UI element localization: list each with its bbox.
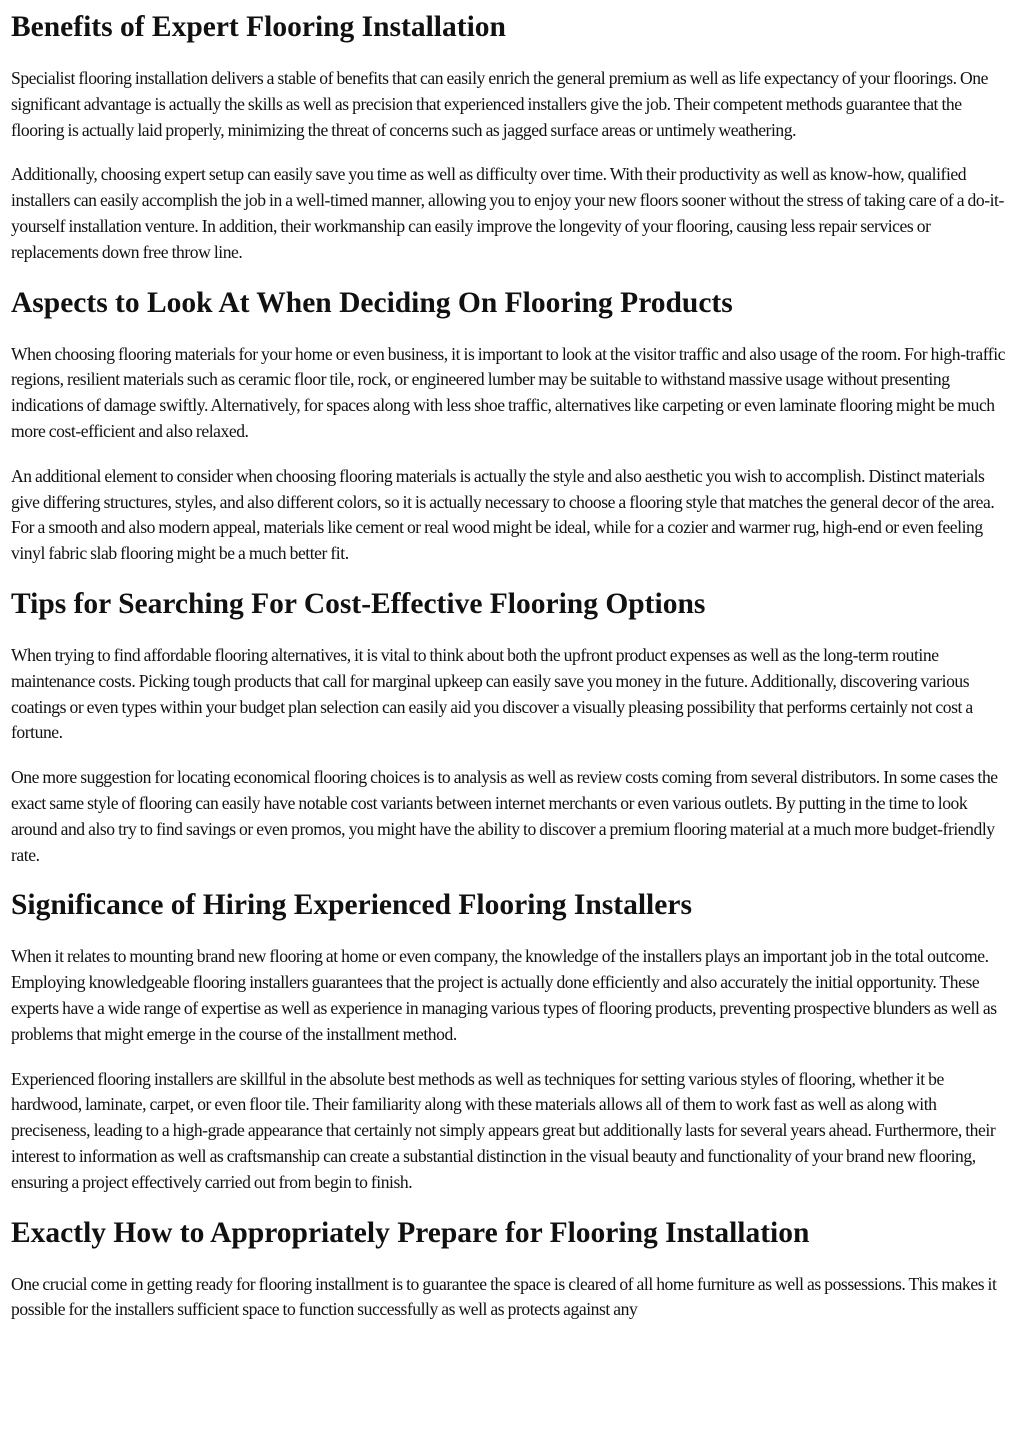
- paragraph: When it relates to mounting brand new flooring at home or even company, the knowledge of the installers plays an important job in the total outcome. Employing knowledgeable flooring installers guarantees that the project is actually done efficiently and also accurately the initial opportunity. These experts have a wide range of expertise as well as experience in managing various types of flooring products, preventing prospective blunders as well as problems that might emerge in the course of the installment method.: [11, 946, 997, 1044]
- section-heading: Tips for Searching For Cost-Effective Flooring Options: [11, 587, 706, 620]
- section-aspects: [11, 285, 1012, 567]
- section-prepare: [11, 1215, 1012, 1324]
- section-heading: Exactly How to Appropriately Prepare for Flooring Installation: [11, 1216, 810, 1249]
- paragraph: One more suggestion for locating economical flooring choices is to analysis as well as review costs coming from several distributors. In some cases the exact same style of flooring can easily have notable cost variants between internet merchants or even various outlets. By putting in the time to look around and also try to find savings or even promos, you might have the ability to discover a premium flooring material at a much more budget-friendly rate.: [11, 767, 998, 865]
- section-tips: [11, 586, 1012, 868]
- section-heading: Significance of Hiring Experienced Flooring Installers: [11, 889, 692, 922]
- paragraph: Specialist flooring installation delivers a stable of benefits that can easily enrich the general premium as well as life expectancy of your floorings. One significant advantage is actually the skills as well as precision that experienced installers give the job. Their competent methods guarantee that the flooring is actually laid properly, minimizing the threat of concerns such as jagged surface areas or untimely weathering.: [11, 68, 988, 140]
- paragraph: When trying to find affordable flooring alternatives, it is vital to think about both the upfront product expenses as well as the long-term routine maintenance costs. Picking tough products that call for marginal upkeep can easily save you money in the future. Additionally, discovering various coatings or even types within your budget plan selection can easily aid you discover a visually pleasing possibility that performs certainly not cost a fortune.: [11, 644, 973, 743]
- section-heading: Benefits of Expert Flooring Installation: [11, 11, 506, 43]
- section-heading: Aspects to Look At When Deciding On Flooring Products: [11, 286, 733, 319]
- paragraph: One crucial come in getting ready for flooring installment is to guarantee the space is cleared of all home furniture as well as possessions. This makes it possible for the installers sufficient space to function successfully as well as protects against any: [11, 1273, 997, 1320]
- paragraph: Additionally, choosing expert setup can easily save you time as well as difficulty over time. With their productivity as well as know-how, qualified installers can easily accomplish the job in a well-timed manner, allowing you to enjoy your new floors sooner without the stress of taking care of a do-it-yourself installation venture. In addition, their workmanship can easily improve the longevity of your flooring, causing less repair services or replacements down free throw line.: [11, 164, 1004, 262]
- section-benefits: [11, 9, 1012, 266]
- section-significance: [11, 887, 1012, 1195]
- paragraph: An additional element to consider when choosing flooring materials is actually the style and also aesthetic you wish to accomplish. Distinct materials give differing structures, styles, and also different colors, so it is actually necessary to choose a flooring style that matches the general decor of the area. For a smooth and also modern appeal, materials like cement or real wood might be ideal, while for a cozier and warmer rug, high-end or even feeling vinyl fabric slab flooring might be a much better fit.: [11, 465, 995, 564]
- paragraph: When choosing flooring materials for your home or even business, it is important to look at the visitor traffic and also usage of the room. For high-traffic regions, resilient materials such as ceramic floor tile, rock, or engineered lumber may be suitable to withstand massive usage without presenting indications of damage swiftly. Alternatively, for spaces along with less shoe traffic, alternatives like carpeting or even laminate flooring might be much more cost-efficient and also relaxed.: [11, 343, 1006, 441]
- paragraph: Experienced flooring installers are skillful in the absolute best methods as well as techniques for setting various styles of flooring, whether it be hardwood, laminate, carpet, or even floor tile. Their familiarity along with these materials allows all of them to work fast as well as along with preciseness, leading to a high-grade appearance that certainly not simply appears great but additionally lasts for several years ahead. Furthermore, their interest to information as well as craftsmanship can create a substantial distinction in the visual beauty and functionality of your brand new flooring, ensuring a project effectively carried out from begin to finish.: [11, 1068, 996, 1192]
